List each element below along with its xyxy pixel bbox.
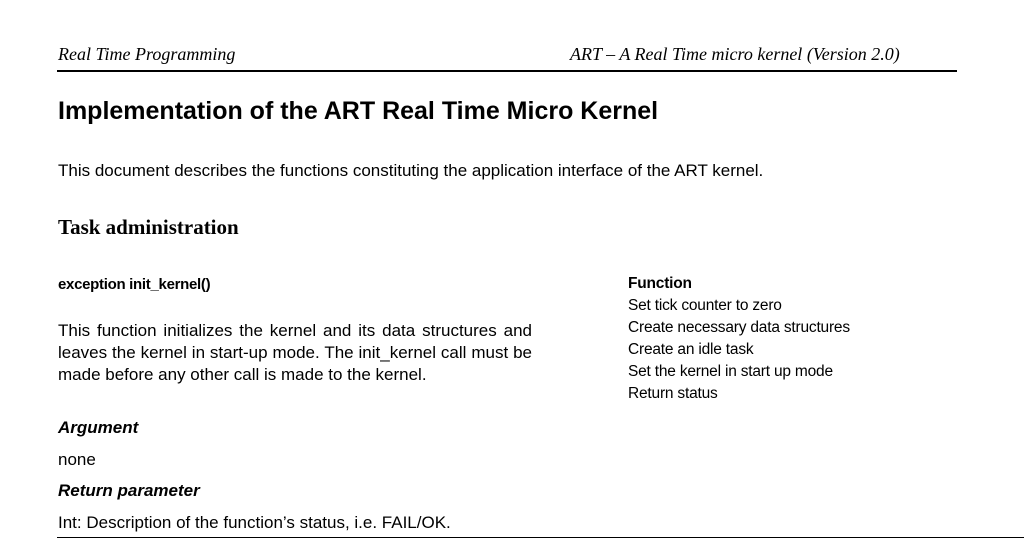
running-header-left: Real Time Programming: [58, 44, 236, 64]
argument-value: none: [58, 450, 96, 469]
function-step: Create an idle task: [628, 341, 754, 358]
header-rule: [57, 70, 957, 72]
footer-rule: [57, 537, 1024, 538]
intro-paragraph: This document describes the functions constituting the application interface of the ART kernel.: [58, 161, 764, 180]
section-heading: Task administration: [58, 215, 239, 239]
function-step: Return status: [628, 385, 718, 402]
function-description: This function initializes the kernel and its data structures and leaves the kernel in start-up mode. The init_kernel call must be made before any other call is made to the kernel.: [58, 321, 532, 384]
function-steps-list: [628, 295, 850, 405]
function-steps-title: Function: [628, 275, 692, 292]
document-title: Implementation of the ART Real Time Micro Kernel: [58, 97, 659, 125]
function-step: Set the kernel in start up mode: [628, 363, 833, 380]
running-header-right: ART – A Real Time micro kernel (Version 2.0): [570, 44, 900, 64]
function-step: Create necessary data structures: [628, 319, 850, 336]
function-signature: exception init_kernel(): [58, 276, 211, 293]
argument-heading: Argument: [58, 418, 139, 437]
return-parameter-heading: Return parameter: [58, 481, 200, 500]
function-steps-box: [628, 273, 850, 405]
function-step: Set tick counter to zero: [628, 297, 782, 314]
return-parameter-value: Int: Description of the function’s status, i.e. FAIL/OK.: [58, 513, 451, 532]
